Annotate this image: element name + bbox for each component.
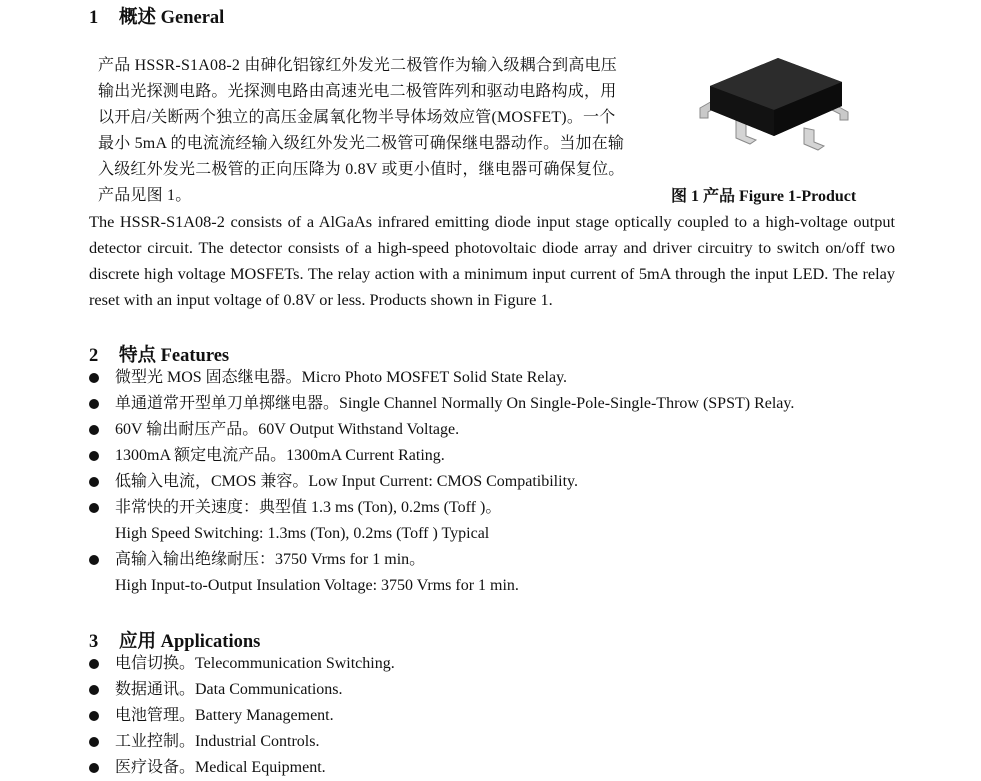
feature-text: 低输入电流，CMOS 兼容。Low Input Current: CMOS Compatibility. (115, 473, 578, 490)
product-image (692, 48, 857, 158)
application-text: 医疗设备。Medical Equipment. (115, 759, 326, 776)
bullet-icon (89, 477, 99, 487)
feature-text: 单通道常开型单刀单掷继电器。Single Channel Normally On Single-Pole-Single-Throw (SPST) Relay. (115, 395, 795, 412)
intro-cn-line: 最小 5mA 的电流流经输入级红外发光二极管可确保继电器动作。当加在输 (98, 135, 625, 152)
applications-list (89, 651, 395, 781)
list-item (89, 755, 395, 781)
list-item (89, 391, 794, 417)
section-number: 2 (89, 346, 99, 366)
list-item (89, 651, 395, 677)
list-item (89, 677, 395, 703)
application-text: 电池管理。Battery Management. (115, 707, 334, 724)
list-item (89, 729, 395, 755)
bullet-icon (89, 711, 99, 721)
bullet-icon (89, 555, 99, 565)
bullet-icon (89, 737, 99, 747)
bullet-icon (89, 373, 99, 383)
feature-text: 高输入输出绝缘耐压：3750 Vrms for 1 min。 (115, 551, 426, 568)
section-heading-features (89, 341, 229, 367)
features-list (89, 365, 794, 599)
feature-text-continuation: High Speed Switching: 1.3ms (Ton), 0.2ms (Toff ) Typical (115, 525, 490, 542)
feature-text: 非常快的开关速度：典型值 1.3 ms (Ton), 0.2ms (Toff )。 (115, 499, 502, 516)
list-item (89, 443, 794, 469)
list-item (89, 703, 395, 729)
bullet-icon (89, 685, 99, 695)
section-title: 特点 Features (119, 346, 230, 366)
feature-text-continuation: High Input-to-Output Insulation Voltage: 3750 Vrms for 1 min. (115, 577, 519, 594)
list-item (89, 469, 794, 495)
bullet-icon (89, 451, 99, 461)
bullet-icon (89, 399, 99, 409)
list-item (89, 365, 794, 391)
application-text: 工业控制。Industrial Controls. (115, 733, 320, 750)
section-heading-general (89, 3, 224, 29)
section-number: 1 (89, 8, 99, 28)
bullet-icon (89, 425, 99, 435)
figure-caption: 图 1 产品 Figure 1-Product (671, 188, 857, 205)
bullet-icon (89, 503, 99, 513)
section-number: 3 (89, 632, 99, 652)
feature-text: 微型光 MOS 固态继电器。Micro Photo MOSFET Solid State Relay. (115, 369, 568, 386)
bullet-icon (89, 763, 99, 773)
list-item (89, 417, 794, 443)
intro-cn-line: 输出光探测电路。光探测电路由高速光电二极管阵列和驱动电路构成，用 (98, 83, 617, 100)
application-text: 电信切换。Telecommunication Switching. (115, 655, 395, 672)
intro-cn-line: 产品 HSSR-S1A08-2 由砷化铝镓红外发光二极管作为输入级耦合到高电压 (98, 57, 617, 74)
intro-english: The HSSR-S1A08-2 consists of a AlGaAs infrared emitting diode input stage optically coupled to a high-voltage output detector circuit. The detector consists of a high-speed photovoltaic diode array and driver circuitry to switch on/off two discrete high voltage MOSFETs. The relay action with a minimum input current of 5mA through the input LED. The relay reset with an input voltage of 0.8V or less. Products shown in Figure 1. (89, 212, 895, 309)
feature-text: 60V 输出耐压产品。60V Output Withstand Voltage. (115, 421, 460, 438)
list-item (89, 547, 794, 599)
application-text: 数据通讯。Data Communications. (115, 681, 343, 698)
intro-cn-line: 入级红外发光二极管的正向压降为 0.8V 或更小值时，继电器可确保复位。 (98, 161, 625, 178)
section-title: 概述 General (119, 8, 225, 28)
intro-cn-line: 以开启/关断两个独立的高压金属氧化物半导体场效应管(MOSFET)。一个 (98, 109, 616, 126)
intro-chinese (98, 53, 668, 209)
intro-cn-line: 产品见图 1。 (98, 187, 192, 204)
section-title: 应用 Applications (119, 632, 261, 652)
section-heading-applications (89, 627, 260, 653)
feature-text: 1300mA 额定电流产品。1300mA Current Rating. (115, 447, 445, 464)
list-item (89, 495, 794, 547)
bullet-icon (89, 659, 99, 669)
